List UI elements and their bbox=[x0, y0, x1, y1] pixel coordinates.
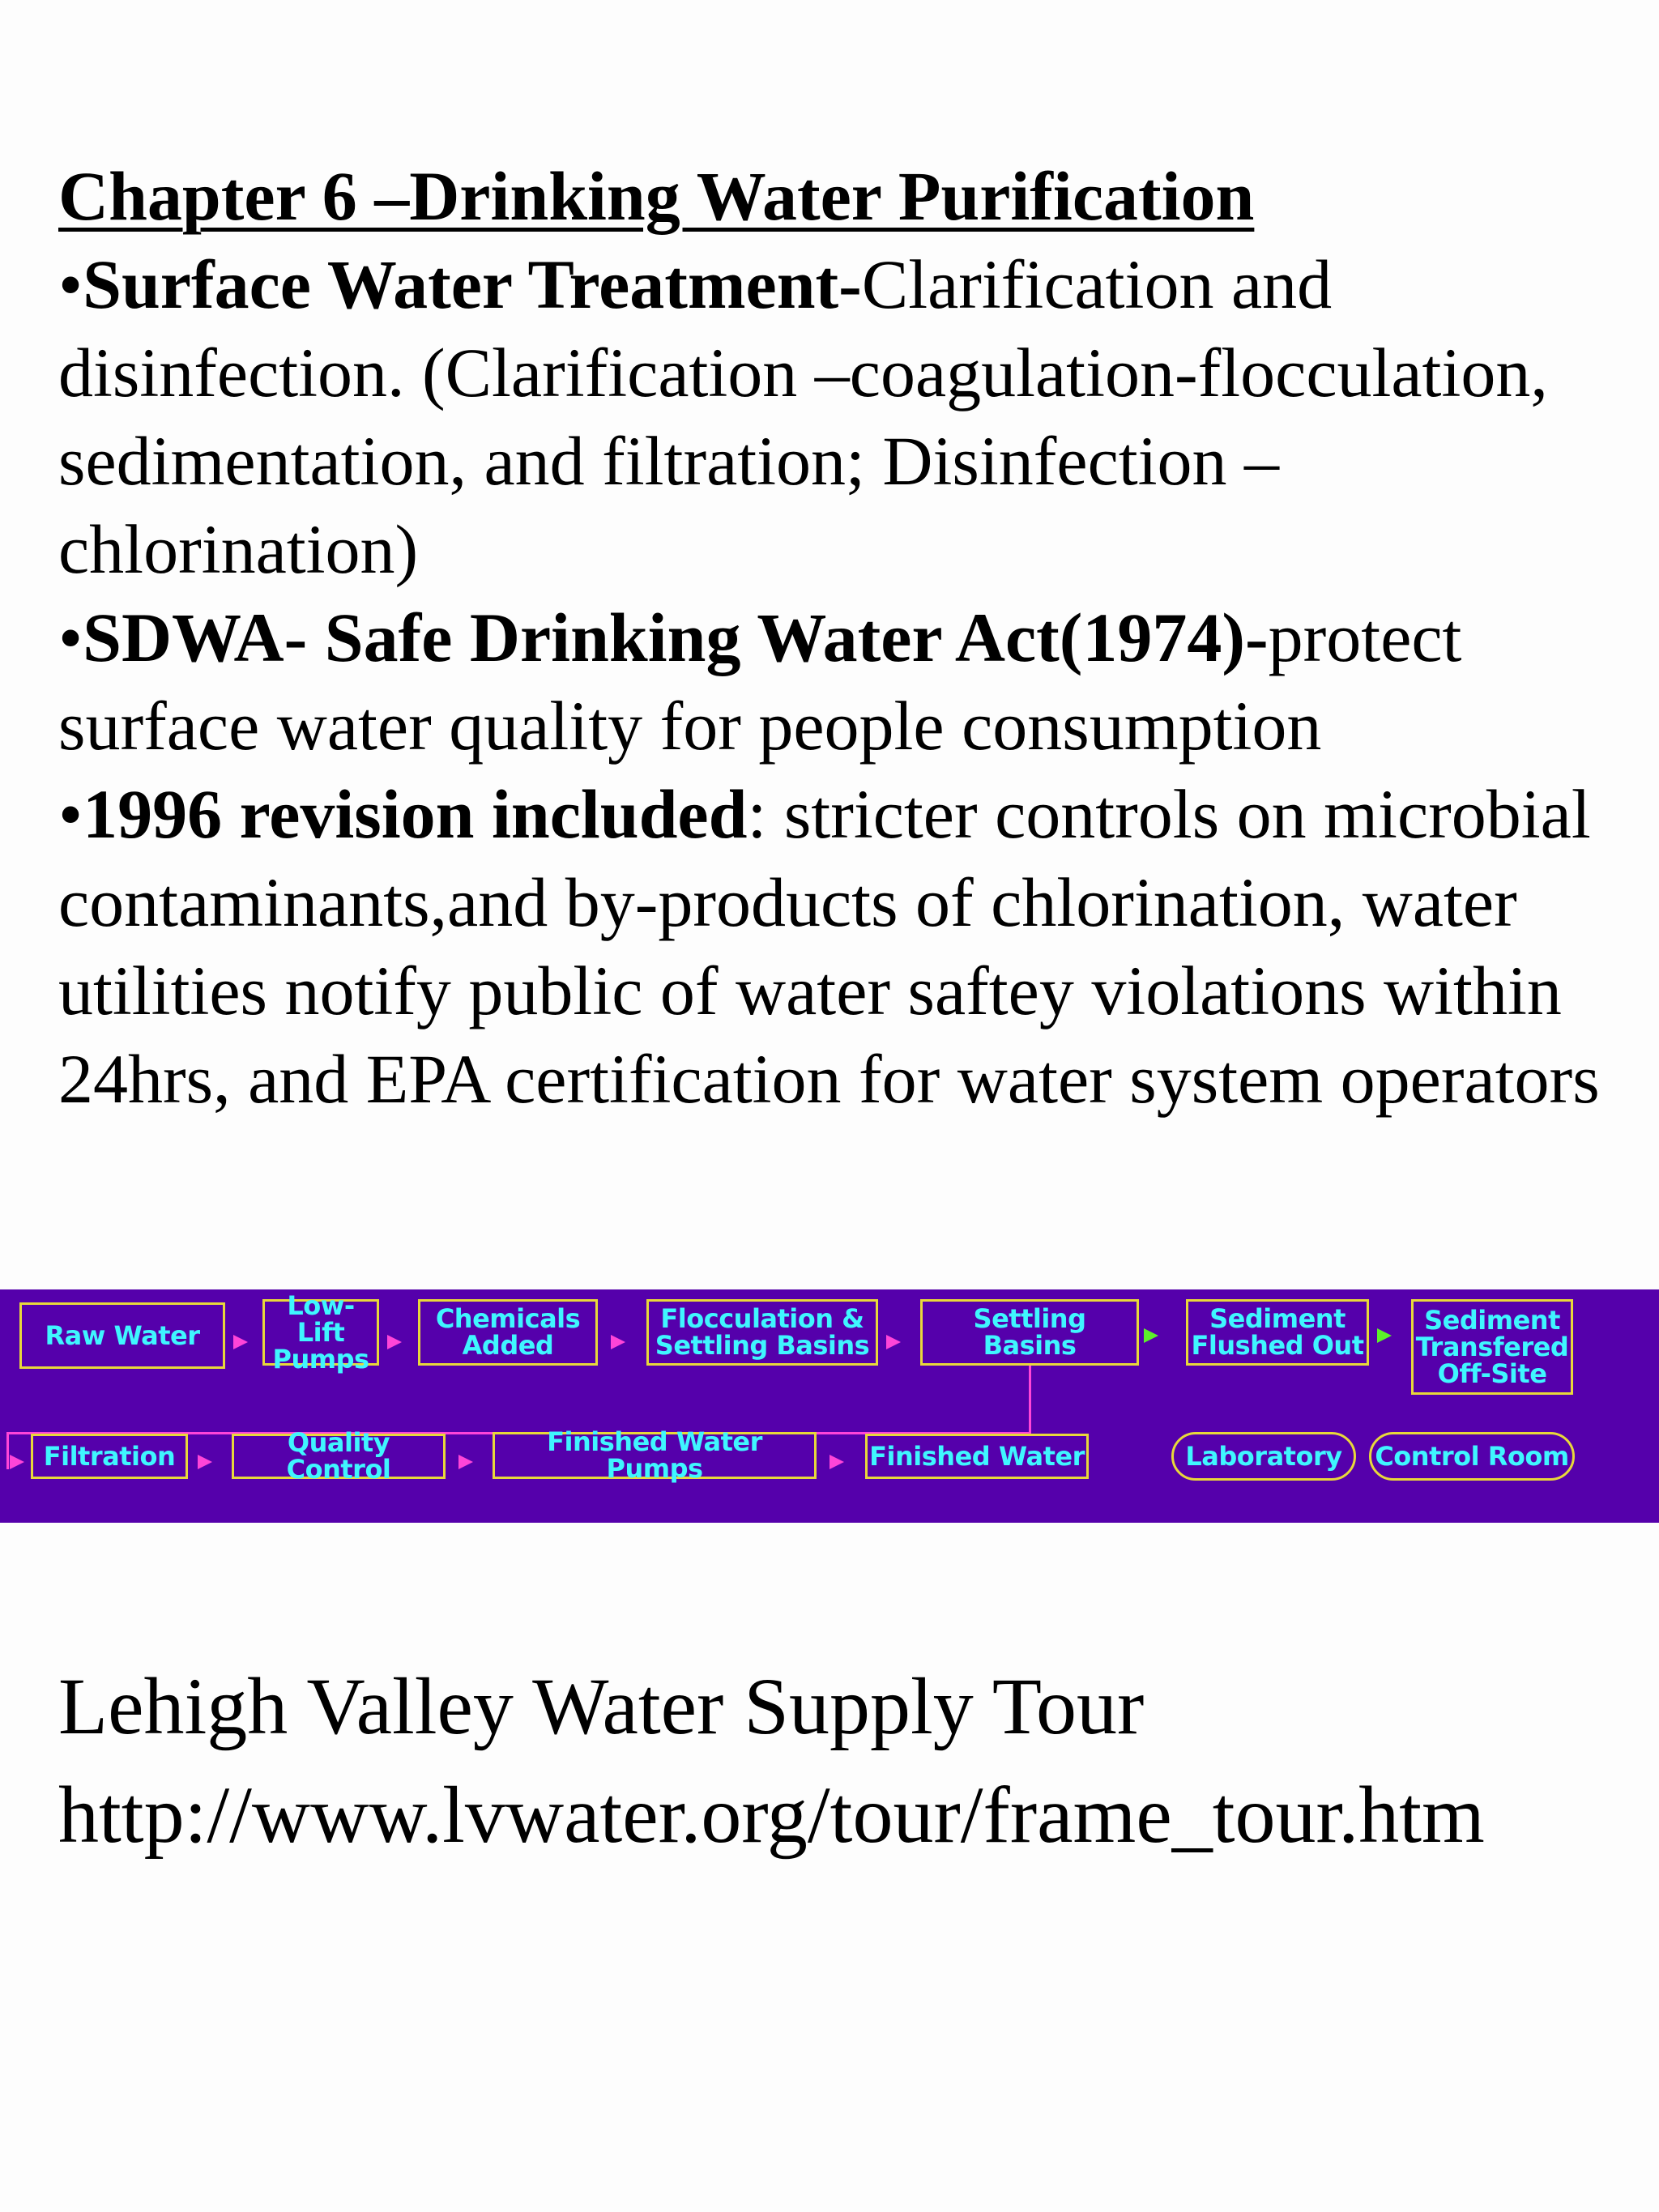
flow-arrow-icon bbox=[830, 1455, 844, 1469]
bullet-heading: Surface Water Treatment- bbox=[83, 245, 862, 323]
flow-arrow-icon bbox=[198, 1455, 212, 1469]
bullet-text: Clarification and disinfection. (Clarification –coagulation-flocculation, sedimentation, and filtration; Disinfection – chlorination) bbox=[58, 245, 1548, 588]
laboratory-button[interactable]: Laboratory bbox=[1171, 1432, 1356, 1481]
water-treatment-flow-banner bbox=[0, 1289, 1659, 1523]
flow-connector-line bbox=[6, 1432, 9, 1469]
step-flocculation-settling[interactable]: Flocculation & Settling Basins bbox=[646, 1299, 878, 1366]
flow-arrow-icon bbox=[387, 1335, 402, 1349]
step-quality-control[interactable]: Quality Control bbox=[232, 1434, 446, 1479]
slide-body bbox=[58, 152, 1646, 1123]
chapter-title: Chapter 6 –Drinking Water Purification bbox=[58, 157, 1255, 235]
flow-arrow-icon bbox=[233, 1335, 248, 1349]
bullet-surface-water bbox=[58, 241, 1646, 594]
bullet-heading: SDWA- Safe Drinking Water Act(1974)- bbox=[83, 599, 1269, 676]
step-finished-water[interactable]: Finished Water bbox=[865, 1434, 1089, 1479]
control-room-button[interactable]: Control Room bbox=[1369, 1432, 1575, 1481]
bullet-text: : stricter controls on microbial contaminants,and by-products of chlorination, water utilities notify public of water saftey violations within 24hrs, and EPA certification for water system operators bbox=[58, 775, 1600, 1118]
flow-arrow-icon bbox=[458, 1455, 473, 1469]
bullet-text: protect surface water quality for people consumption bbox=[58, 599, 1462, 765]
bullet-marker: • bbox=[58, 599, 83, 676]
flow-connector-line bbox=[1029, 1366, 1031, 1434]
step-filtration[interactable]: Filtration bbox=[31, 1434, 188, 1479]
step-settling-basins[interactable]: Settling Basins bbox=[920, 1299, 1139, 1366]
bullet-marker: • bbox=[58, 245, 83, 323]
step-sediment-transfered[interactable]: Sediment Transfered Off-Site bbox=[1411, 1299, 1573, 1395]
footer bbox=[58, 1652, 1646, 1869]
bullet-sdwa bbox=[58, 594, 1646, 770]
step-raw-water[interactable]: Raw Water bbox=[19, 1302, 225, 1369]
bullet-1996-revision bbox=[58, 770, 1646, 1123]
flow-arrow-icon bbox=[1144, 1328, 1158, 1343]
flow-arrow-icon bbox=[1377, 1328, 1392, 1343]
step-finished-water-pumps[interactable]: Finished Water Pumps bbox=[493, 1432, 817, 1479]
bullet-heading: 1996 revision included bbox=[83, 775, 748, 853]
flow-arrow-icon bbox=[10, 1455, 24, 1469]
tour-title: Lehigh Valley Water Supply Tour bbox=[58, 1661, 1145, 1751]
flow-arrow-icon bbox=[611, 1335, 625, 1349]
flow-arrow-icon bbox=[886, 1335, 901, 1349]
tour-url[interactable]: http://www.lvwater.org/tour/frame_tour.htm bbox=[58, 1770, 1485, 1860]
step-low-lift-pumps[interactable]: Low-Lift Pumps bbox=[262, 1299, 379, 1366]
bullet-marker: • bbox=[58, 775, 83, 853]
step-sediment-flushed-out[interactable]: Sediment Flushed Out bbox=[1186, 1299, 1369, 1366]
step-chemicals-added[interactable]: Chemicals Added bbox=[418, 1299, 598, 1366]
